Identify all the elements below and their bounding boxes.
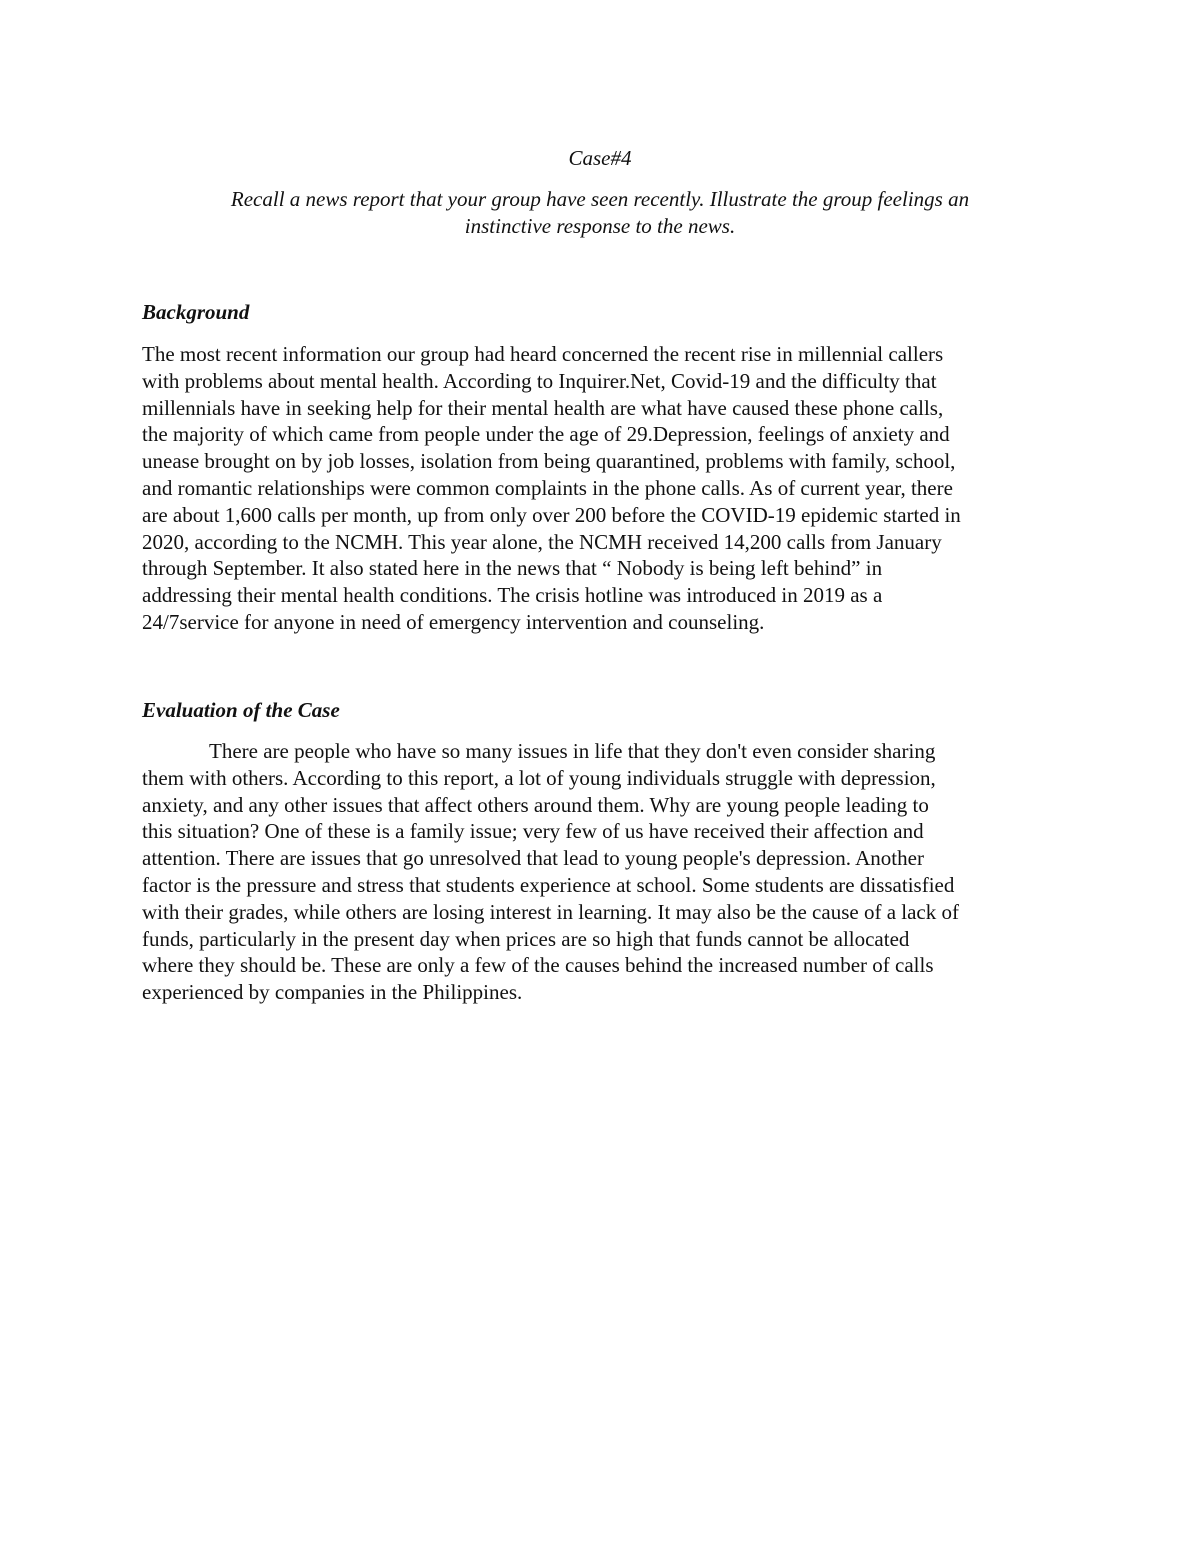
paragraph-line: where they should be. These are only a few of the causes behind the increased number of calls	[142, 953, 934, 978]
case-prompt-line: Recall a news report that your group have seen recently. Illustrate the group feelings an	[230, 187, 970, 211]
background-heading: Background	[142, 300, 250, 324]
paragraph-line: them with others. According to this report, a lot of young individuals struggle with depression,	[142, 765, 936, 790]
paragraph-line: anxiety, and any other issues that affect others around them. Why are young people leading to	[142, 792, 929, 817]
background-paragraph	[142, 341, 1067, 636]
paragraph-line: experienced by companies in the Philippines.	[142, 980, 523, 1005]
evaluation-paragraph	[142, 738, 1067, 1006]
paragraph-line: 2020, according to the NCMH. This year alone, the NCMH received 14,200 calls from January	[142, 529, 942, 554]
paragraph-line: millennials have in seeking help for their mental health are what have caused these phone calls,	[142, 395, 944, 420]
evaluation-heading: Evaluation of the Case	[142, 698, 340, 722]
paragraph-line: are about 1,600 calls per month, up from only over 200 before the COVID-19 epidemic started in	[142, 502, 961, 527]
case-prompt-line: instinctive response to the news.	[464, 214, 736, 238]
paragraph-line: attention. There are issues that go unresolved that lead to young people's depression. Another	[142, 846, 924, 871]
paragraph-line: with their grades, while others are losing interest in learning. It may also be the cause of a lack of	[142, 899, 959, 924]
paragraph-line: and romantic relationships were common complaints in the phone calls. As of current year, there	[142, 475, 953, 500]
paragraph-line: unease brought on by job losses, isolation from being quarantined, problems with family, school,	[142, 449, 956, 474]
case-prompt	[150, 186, 1050, 240]
paragraph-line: through September. It also stated here in the news that “ Nobody is being left behind” in	[142, 556, 883, 581]
paragraph-line: with problems about mental health. According to Inquirer.Net, Covid-19 and the difficulty that	[142, 368, 937, 393]
paragraph-line: 24/7service for anyone in need of emergency intervention and counseling.	[142, 609, 765, 634]
case-title: Case#4	[568, 146, 632, 170]
paragraph-line: There are people who have so many issues in life that they don't even consider sharing	[209, 739, 936, 763]
paragraph-line: this situation? One of these is a family issue; very few of us have received their affection and	[142, 819, 924, 844]
paragraph-line: funds, particularly in the present day when prices are so high that funds cannot be allocated	[142, 926, 910, 951]
paragraph-line: The most recent information our group had heard concerned the recent rise in millennial callers	[142, 342, 944, 366]
paragraph-line: factor is the pressure and stress that students experience at school. Some students are dissatisfied	[142, 872, 955, 897]
paragraph-line: addressing their mental health conditions. The crisis hotline was introduced in 2019 as a	[142, 583, 883, 608]
paragraph-line: the majority of which came from people under the age of 29.Depression, feelings of anxiety and	[142, 422, 950, 447]
